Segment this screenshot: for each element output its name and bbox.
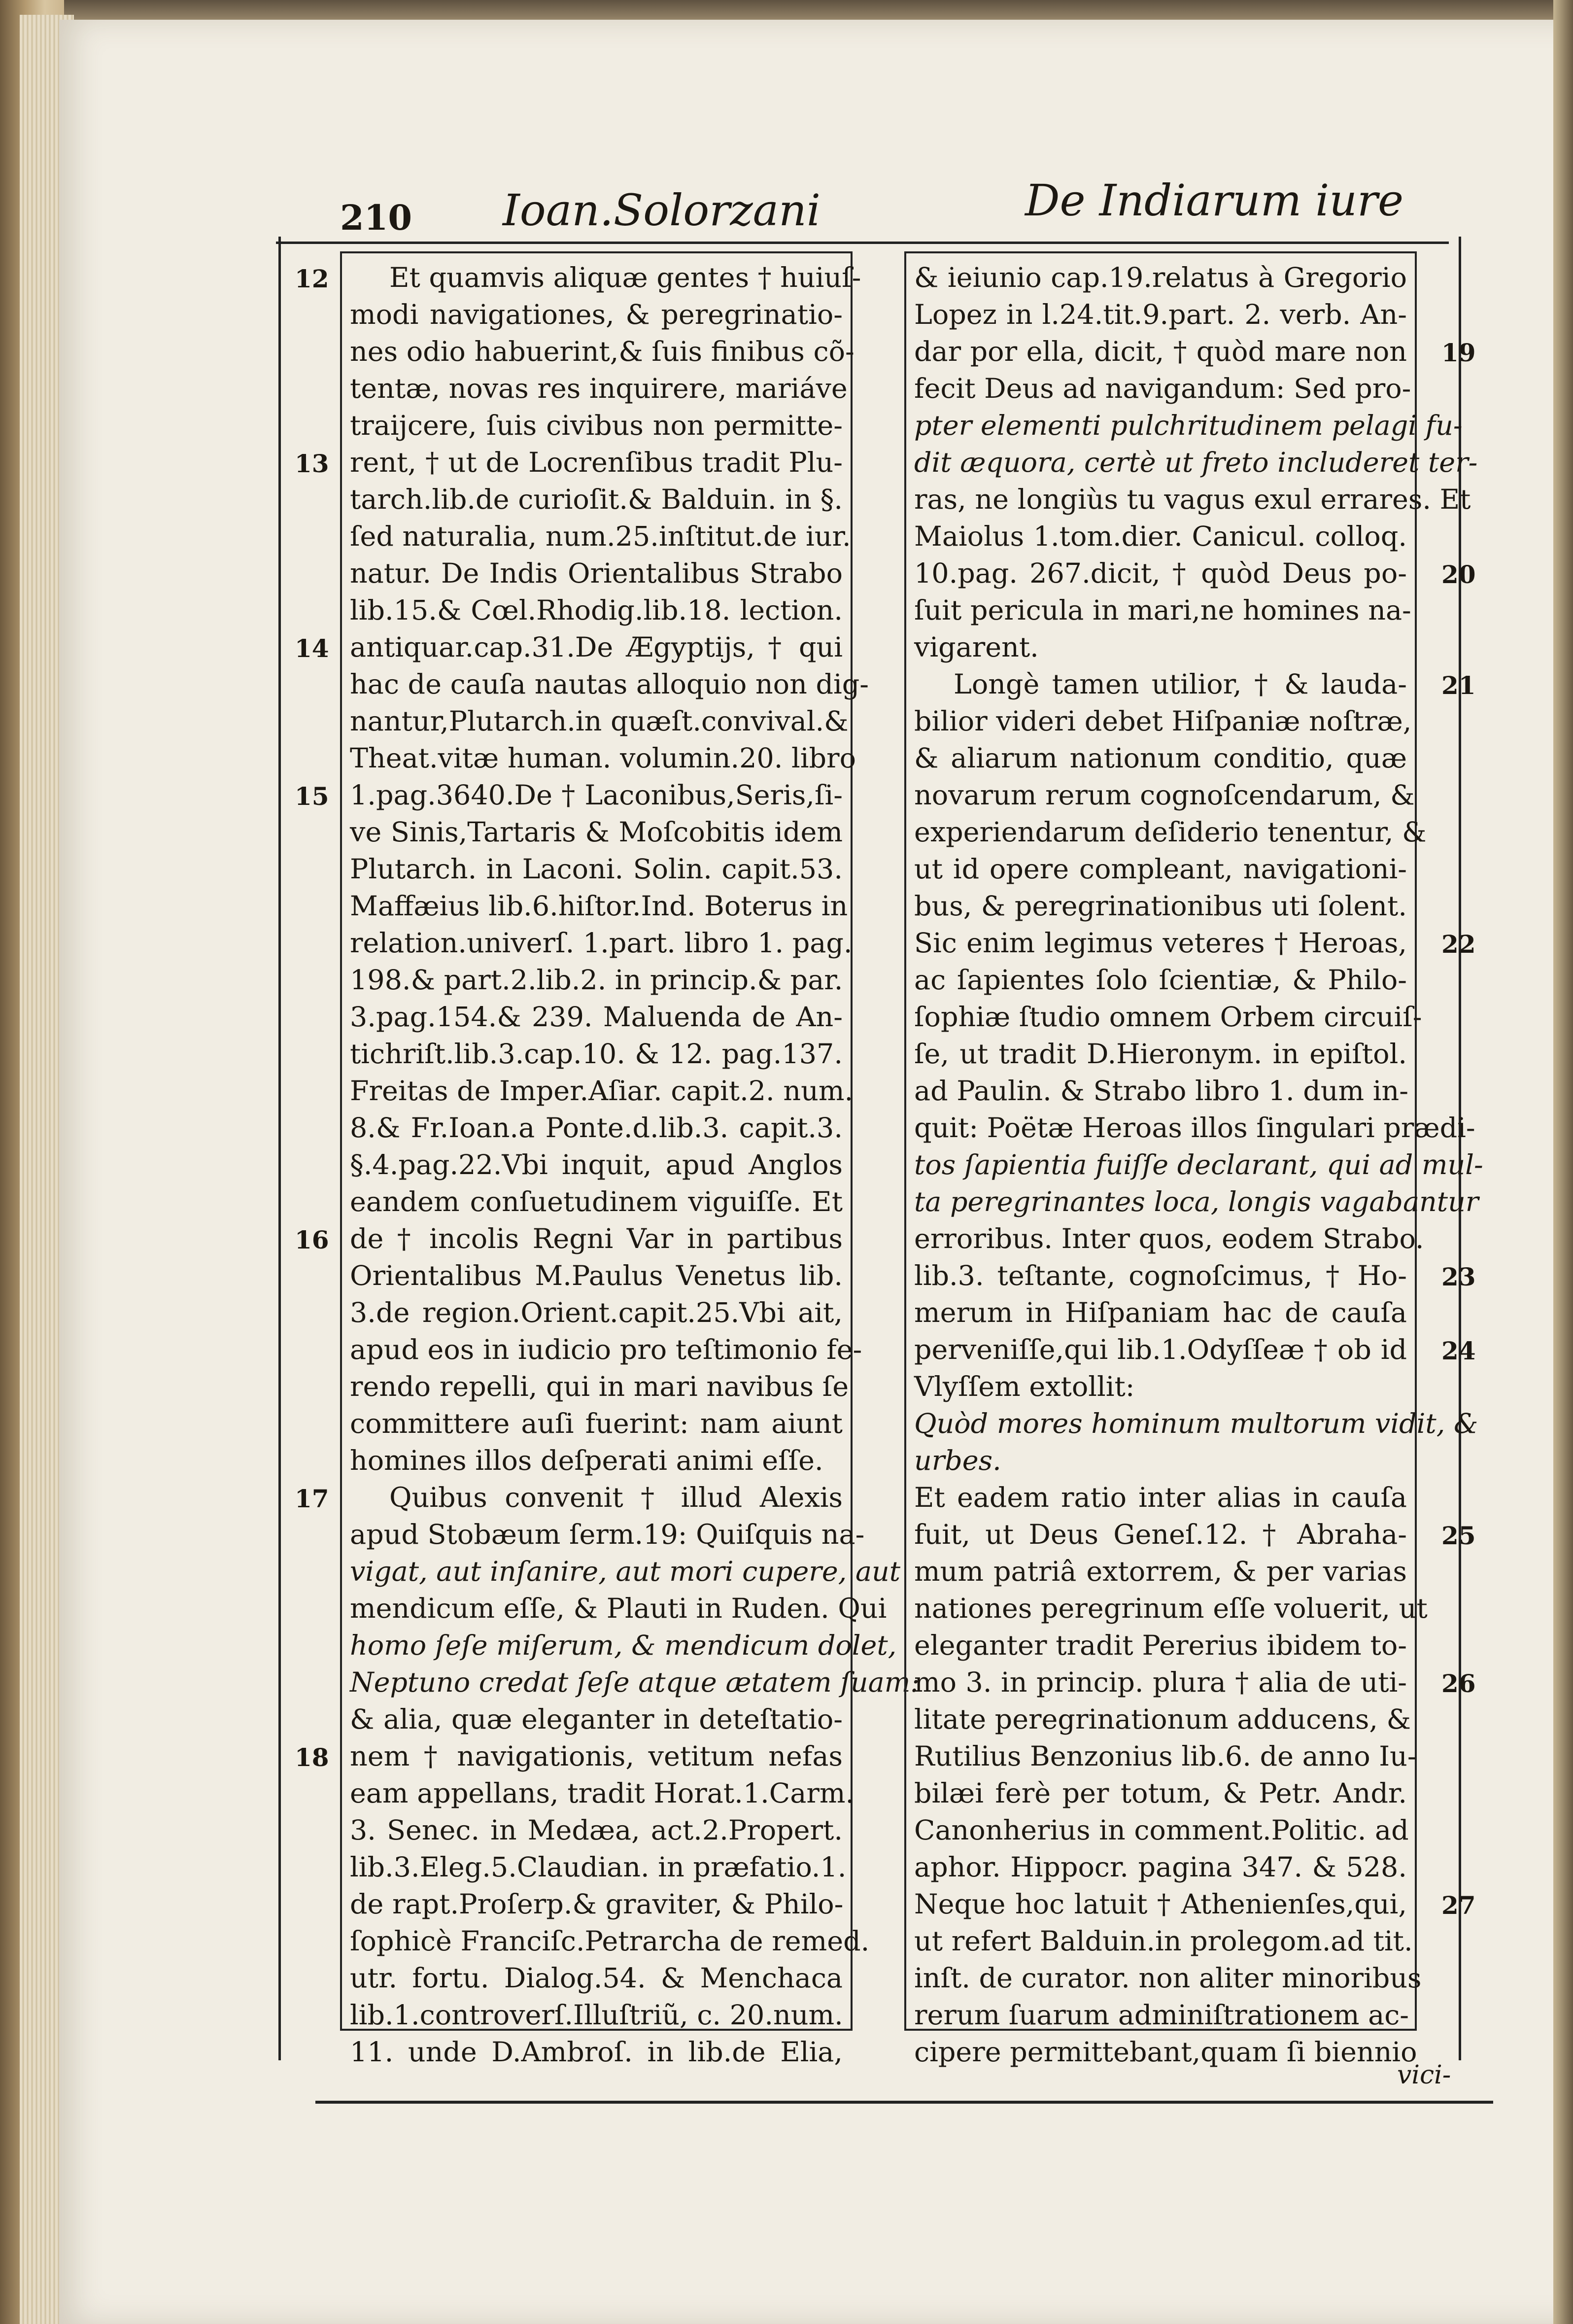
text-line: 3.de region.Orient.capit.25.Vbi ait, [350,1297,843,1329]
marginal-number: 12 [295,264,329,293]
text-line: Neptuno credat ſeſe atque ætatem ſuam: [350,1666,920,1699]
text-line: ut refert Balduin.in prolegom.ad tit. [914,1925,1413,1957]
text-frame [278,237,1483,2068]
text-line: Et quamvis aliquæ gentes † huiuſ- [389,262,861,294]
text-line: aphor. Hippocr. pagina 347. & 528. [914,1851,1407,1883]
running-title-author: Ioan.Solorzani [503,185,821,236]
text-line: fecit Deus ad navigandum: Sed pro- [914,373,1411,405]
text-line: vigat, aut inſanire, aut mori cupere, aut [350,1556,901,1588]
text-line: ras, ne longiùs tu vagus exul errares. Et [914,484,1471,516]
text-line: Vlyſſem extollit: [914,1371,1135,1403]
text-line: ta peregrinantes loca, longis vagabantur [914,1186,1479,1218]
text-line: Neque hoc latuit † Athenienſes,qui, [914,1888,1407,1920]
marginal-number: 18 [295,1743,329,1772]
text-line: natur. De Indis Orientalibus Strabo [350,557,843,590]
text-line: utr. fortu. Dialog.54. & Menchaca [350,1962,843,1994]
marginal-number: 17 [295,1484,329,1513]
text-line: tentæ, novas res inquirere, mariáve [350,373,848,405]
marginal-number: 19 [1441,338,1476,367]
text-line: bilior videri debet Hiſpaniæ noſtræ, [914,705,1412,737]
text-line: inſt. de curator. non aliter minoribus [914,1962,1422,1994]
text-line: experiendarum deſiderio tenentur, & [914,816,1427,848]
left-text-column [340,251,920,2068]
text-line: nantur,Plutarch.in quæſt.convival.& [350,705,849,737]
text-line: Plutarch. in Laconi. Solin. capit.53. [350,853,843,885]
marginal-number: 23 [1441,1262,1476,1291]
bottom-rule [315,2101,1493,2104]
text-line: bilæi ferè per totum, & Petr. Andr. [914,1777,1407,1809]
text-line: dar por ella, dicit, † quòd mare non [914,336,1407,368]
text-line: §.4.pag.22.Vbi inquit, apud Anglos [350,1149,843,1181]
running-title-work: De Indiarum iure [1025,175,1404,226]
marginal-number: 21 [1441,671,1476,700]
text-line: Longè tamen utilior, † & lauda- [954,668,1407,700]
running-header [276,163,1449,244]
text-line: eam appellans, tradit Horat.1.Carm. [350,1777,855,1809]
book-edge-right [1553,0,1573,2324]
text-line: tichriſt.lib.3.cap.10. & 12. pag.137. [350,1038,843,1070]
marginal-number: 25 [1441,1521,1476,1550]
text-line: eleganter tradit Pererius ibidem to- [914,1630,1407,1662]
text-line: urbes. [914,1445,1001,1477]
text-line: pter elementi pulchritudinem pelagi fu- [914,410,1463,442]
marginal-number: 22 [1441,930,1476,959]
text-line: committere auſi fuerint: nam aiunt [350,1408,843,1440]
text-line: ſuit pericula in mari,ne homines na- [914,594,1411,626]
text-line: rerum ſuarum adminiſtrationem ac- [914,1999,1409,2031]
text-line: ac ſapientes ſolo ſcientiæ, & Philo- [914,964,1407,996]
text-line: 3.pag.154.& 239. Maluenda de An- [350,1001,843,1033]
text-line: de † incolis Regni Var in partibus [350,1223,843,1255]
text-line: Sic enim legimus veteres † Heroas, [914,927,1407,959]
text-line: Maffæius lib.6.hiſtor.Ind. Boterus in [350,890,848,922]
text-line: & ieiunio cap.19.relatus à Gregorio [914,262,1407,294]
text-line: cipere permittebant,quam ſi biennio [914,2036,1417,2068]
text-line: Lopez in l.24.tit.9.part. 2. verb. An- [914,299,1407,331]
marginal-number: 16 [295,1225,329,1254]
text-line: lib.3. teſtante, cognoſcimus, † Ho- [914,1260,1407,1292]
text-line: rent, † ut de Locrenſibus tradit Plu- [350,447,843,479]
text-line: 10.pag. 267.dicit, † quòd Deus po- [914,557,1407,590]
text-line: & aliarum nationum conditio, quæ [914,742,1407,774]
text-line: Quòd mores hominum multorum vidit, & [914,1408,1478,1440]
text-line: modi navigationes, & peregrinatio- [350,299,843,331]
text-line: ad Paulin. & Strabo libro 1. dum in- [914,1075,1409,1107]
marginal-number: 13 [295,449,329,478]
text-line: ſed naturalia, num.25.inſtitut.de iur. [350,520,851,553]
text-line: ſe, ut tradit D.Hieronym. in epiſtol. [914,1038,1407,1070]
text-line: vigarent. [914,631,1039,663]
text-line: bus, & peregrinationibus uti ſolent. [914,890,1407,922]
text-line: litate peregrinationum adducens, & [914,1703,1411,1735]
marginal-number: 14 [295,634,329,663]
text-line: 8.& Fr.Ioan.a Ponte.d.lib.3. capit.3. [350,1112,843,1144]
text-line: Quibus convenit † illud Alexis [389,1482,843,1514]
text-line: tarch.lib.de curioſit.& Balduin. in §. [350,484,843,516]
text-line: ſophicè Franciſc.Petrarcha de remed. [350,1925,870,1957]
text-line: perveniſſe,qui lib.1.Odyſſeæ † ob id [914,1334,1407,1366]
text-line: hac de cauſa nautas alloquio non dig- [350,668,869,700]
text-line: nationes peregrinum eſſe voluerit, ut [914,1593,1428,1625]
text-line: lib.3.Eleg.5.Claudian. in præfatio.1. [350,1851,847,1883]
text-line: 3. Senec. in Medæa, act.2.Propert. [350,1814,843,1846]
marginal-number: 24 [1441,1336,1476,1365]
text-line: fuit, ut Deus Geneſ.12. † Abraha- [914,1519,1407,1551]
catchword: vici- [1397,2060,1451,2090]
text-line: mum patriâ extorrem, & per varias [914,1556,1407,1588]
text-line: lib.1.controverſ.Illuſtriũ, c. 20.num. [350,1999,843,2031]
text-line: mendicum eſſe, & Plauti in Ruden. Qui [350,1593,887,1625]
text-line: Orientalibus M.Paulus Venetus lib. [350,1260,843,1292]
text-line: erroribus. Inter quos, eodem Strabo. [914,1223,1424,1255]
text-line: de rapt.Proſerp.& graviter, & Philo- [350,1888,844,1920]
text-line: 1.pag.3640.De † Laconibus,Seris,ſi- [350,779,843,811]
text-line: nem † navigationis, vetitum nefas [350,1740,843,1772]
text-line: antiquar.cap.31.De Ægyptijs, † qui [350,631,843,663]
marginal-number: 20 [1441,560,1476,589]
text-line: tos ſapientia fuiſſe declarant, qui ad mul- [914,1149,1483,1181]
text-line: novarum rerum cognoſcendarum, & [914,779,1415,811]
text-line: nes odio habuerint,& ſuis finibus cõ- [350,336,855,368]
marginal-number: 26 [1441,1669,1476,1698]
text-line: Theat.vitæ human. volumin.20. libro [350,742,856,774]
text-line: ut id opere compleant, navigationi- [914,853,1407,885]
marginal-number: 27 [1441,1891,1476,1920]
text-line: Rutilius Benzonius lib.6. de anno Iu- [914,1740,1417,1772]
text-line: & alia, quæ eleganter in deteſtatio- [350,1703,843,1735]
text-line: apud eos in iudicio pro teſtimonio fe- [350,1334,862,1366]
text-line: 198.& part.2.lib.2. in princip.& par. [350,964,843,996]
text-line: rendo repelli, qui in mari navibus ſe [350,1371,849,1403]
text-line: homines illos deſperati animi eſſe. [350,1445,823,1477]
text-line: ſophiæ ſtudio omnem Orbem circuiſ- [914,1001,1422,1033]
marginal-number: 15 [295,782,329,811]
text-line: mo 3. in princip. plura † alia de uti- [914,1666,1407,1699]
text-line: traijcere, ſuis civibus non permitte- [350,410,843,442]
text-line: homo ſeſe miſerum, & mendicum dolet, [350,1630,897,1662]
text-line: quit: Poëtæ Heroas illos ſingulari prædi- [914,1112,1475,1144]
text-line: ve Sinis,Tartaris & Moſcobitis idem [350,816,843,848]
text-line: relation.univerſ. 1.part. libro 1. pag. [350,927,853,959]
text-line: Maiolus 1.tom.dier. Canicul. colloq. [914,520,1407,553]
text-line: Canonherius in comment.Politic. ad [914,1814,1409,1846]
text-line: Et eadem ratio inter alias in cauſa [914,1482,1407,1514]
text-line: merum in Hiſpaniam hac de cauſa [914,1297,1407,1329]
text-line: 11. unde D.Ambroſ. in lib.de Elia, [350,2036,843,2068]
text-line: dit æquora, certè ut freto includeret ter- [914,447,1478,479]
text-line: lib.15.& Cœl.Rhodig.lib.18. lection. [350,594,843,626]
page-number: 210 [340,197,412,238]
text-line: apud Stobæum ſerm.19: Quiſquis na- [350,1519,865,1551]
text-line: eandem conſuetudinem viguiſſe. Et [350,1186,843,1218]
text-line: Freitas de Imper.Aſiar. capit.2. num. [350,1075,854,1107]
